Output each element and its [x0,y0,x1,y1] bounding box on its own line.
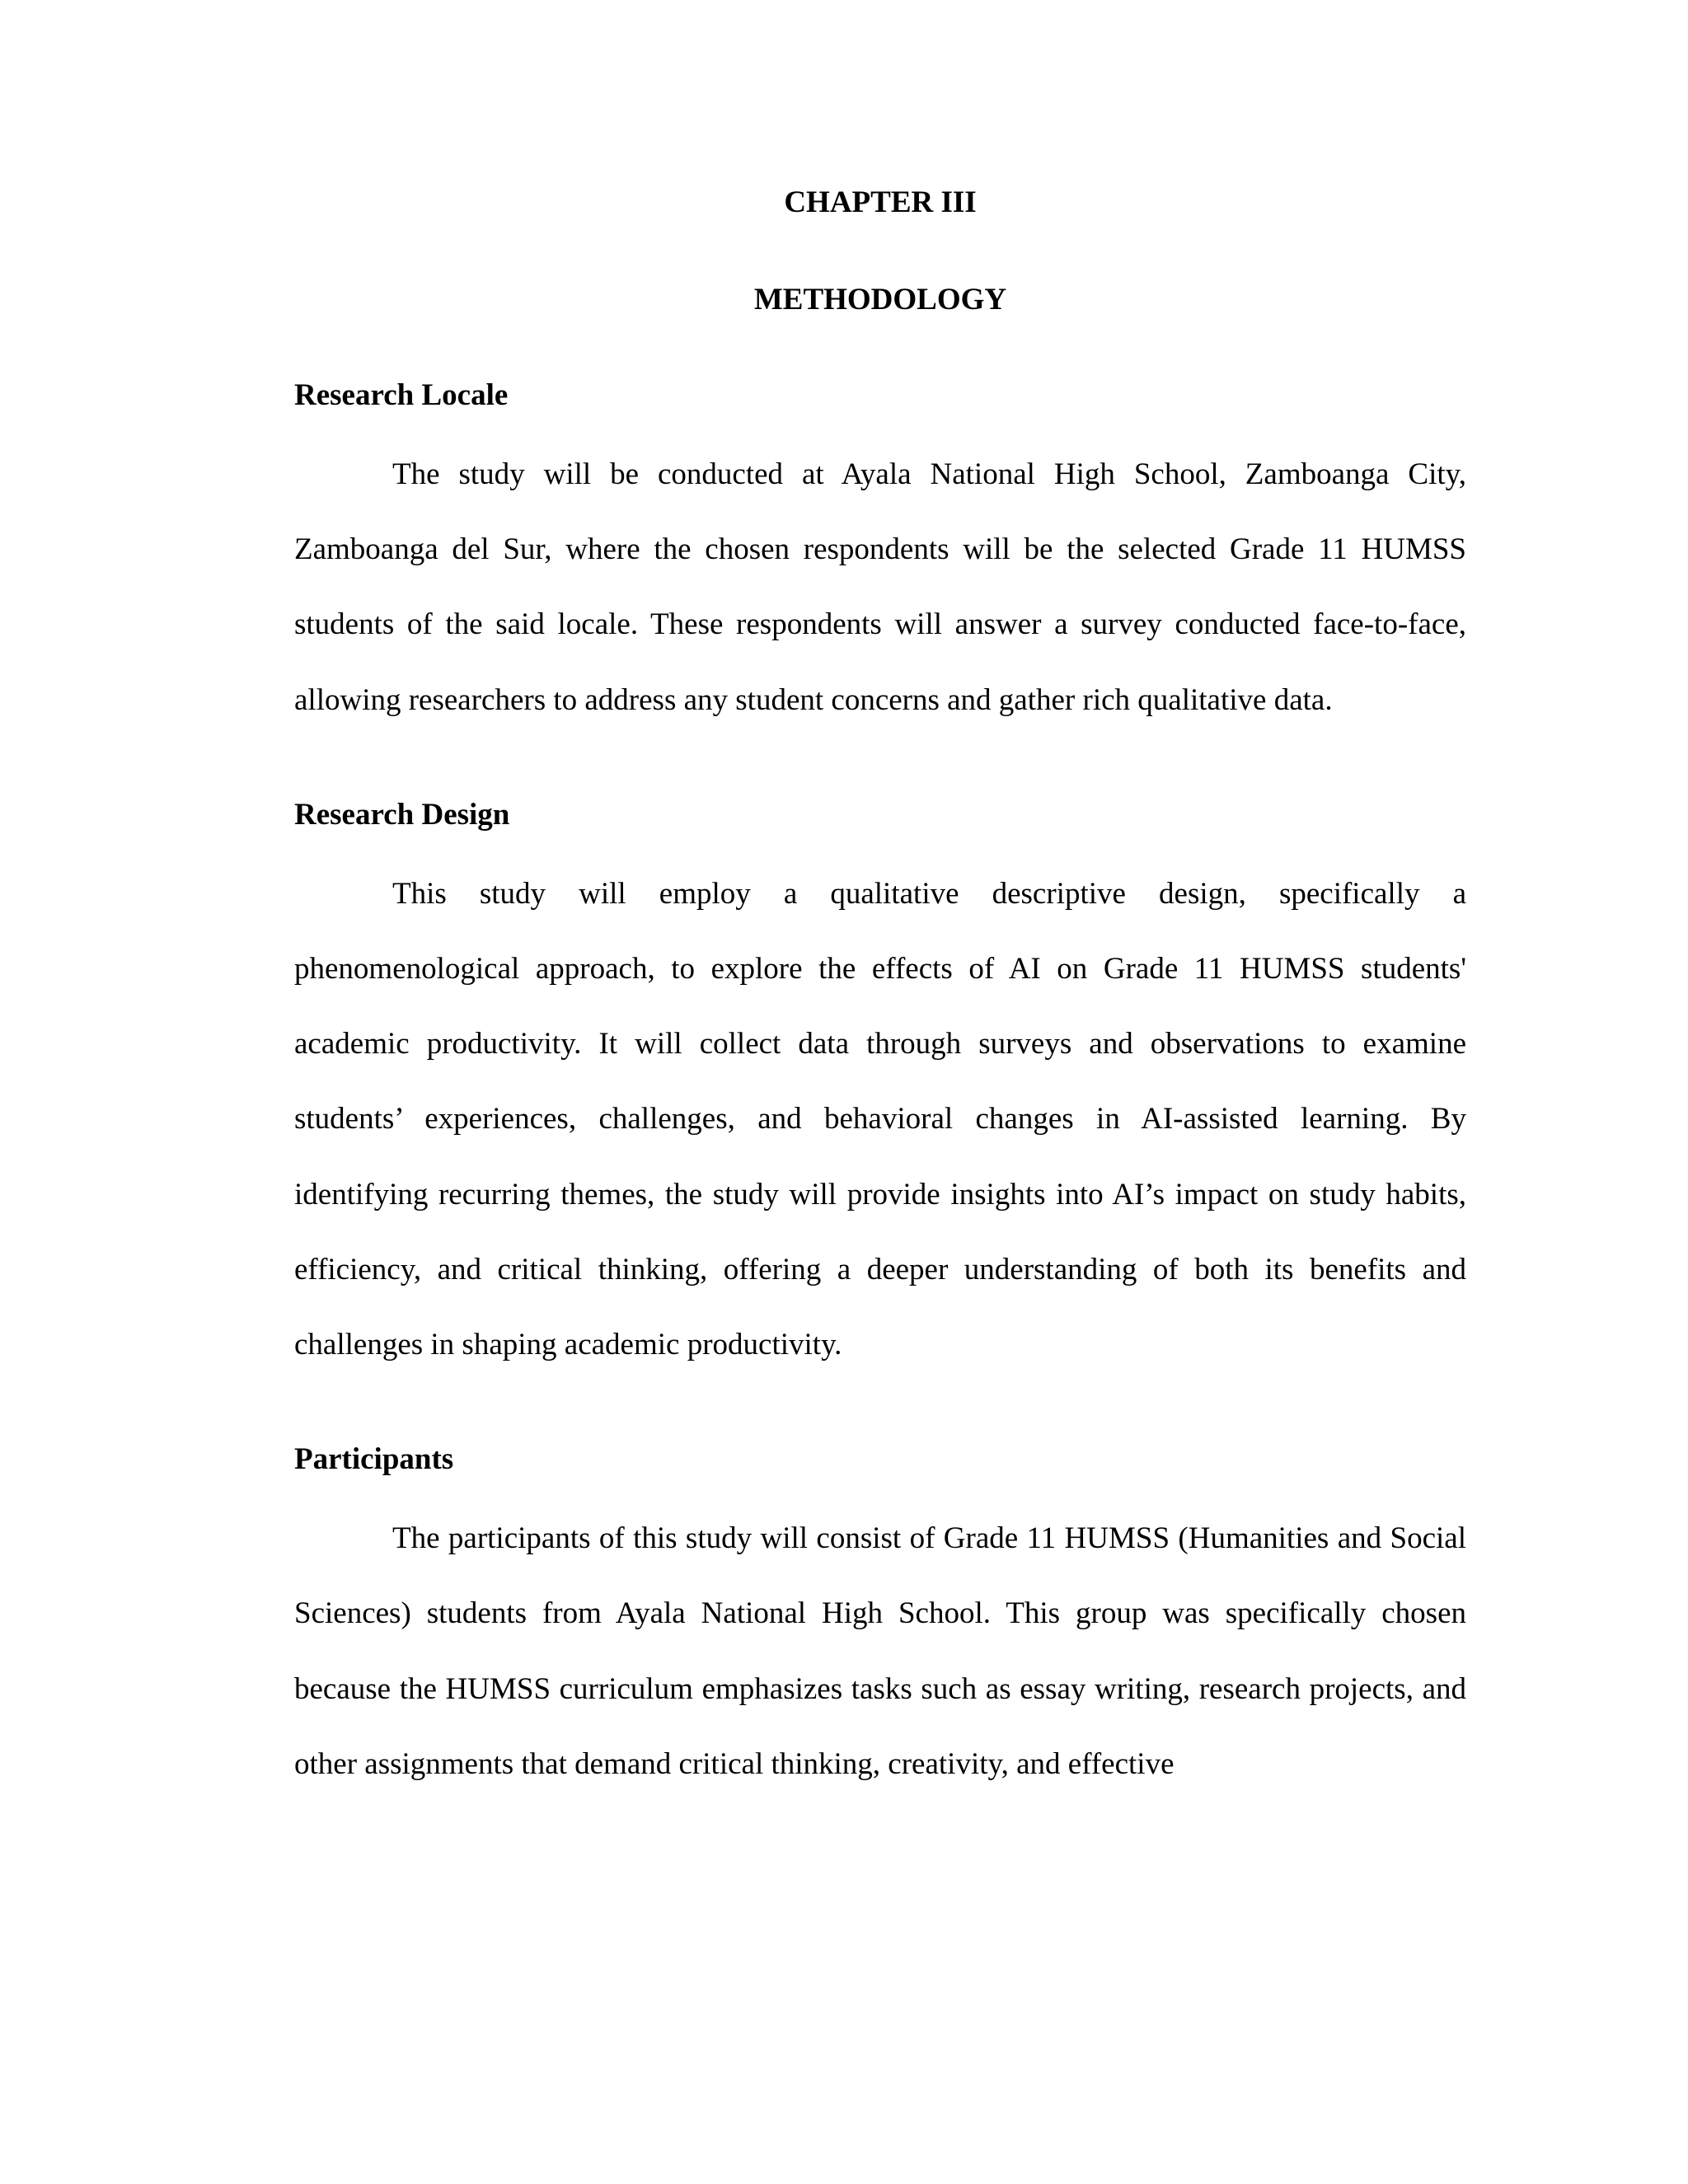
section-heading-research-locale: Research Locale [294,378,509,412]
section-heading-research-design: Research Design [294,797,510,832]
chapter-label: CHAPTER III [784,185,977,219]
section-heading-participants: Participants [294,1442,454,1477]
page-content [294,185,1466,1802]
section-paragraph-research-design: This study will employ a qualitative descriptive design, specifically a phenomenological approach, to explore the effects of AI on Grade 11 HUMSS students' academic productivity. It will collect data through surveys and observations to examine students’ experiences, challenges, and behavioral changes in AI-assisted learning. By identifying recurring themes, the study will provide insights into AI’s impact on study habits, efficiency, and critical thinking, offering a deeper understanding of both its benefits and challenges in shaping academic productivity. [294,876,1466,1362]
section-paragraph-participants: The participants of this study will consist of Grade 11 HUMSS (Humanities and Social Sciences) students from Ayala National High School. This group was specifically chosen because the HUMSS curriculum emphasizes tasks such as essay writing, research projects, and other assignments that demand critical thinking, creativity, and effective [294,1521,1466,1781]
chapter-title: METHODOLOGY [753,283,1007,316]
section-paragraph-research-locale: The study will be conducted at Ayala National High School, Zamboanga City, Zamboanga del Sur, where the chosen respondents will be the selected Grade 11 HUMSS students of the said locale. These respondents will answer a survey conducted face-to-face, allowing researchers to address any student concerns and gather rich qualitative data. [294,457,1466,717]
